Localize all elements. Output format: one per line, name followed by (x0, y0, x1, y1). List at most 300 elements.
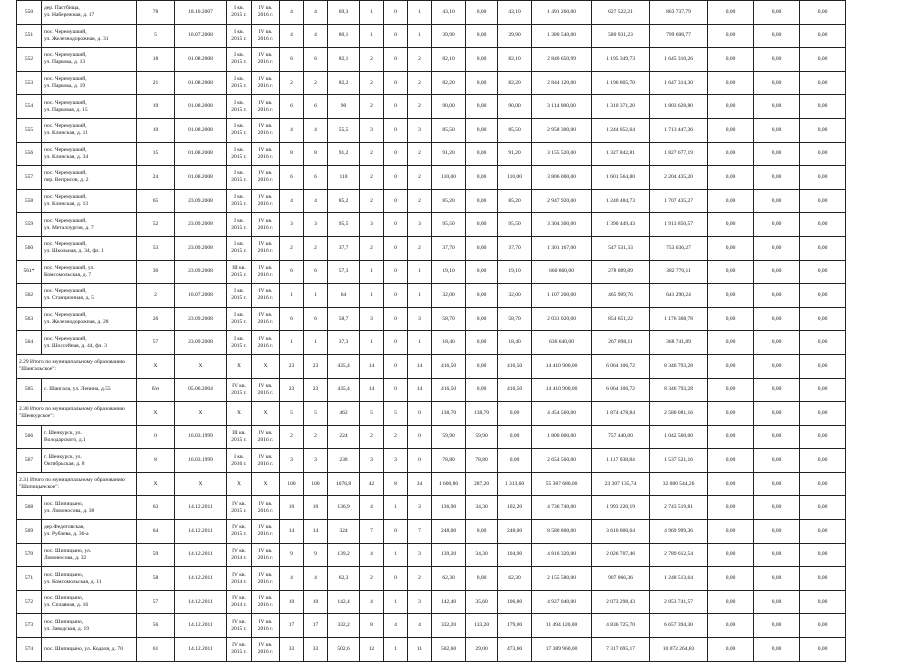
table-cell: 324 (328, 520, 360, 544)
table-cell: 4 (408, 614, 432, 638)
table-cell: 58 (137, 567, 175, 591)
table-cell: 4 (304, 1, 328, 25)
row-number: 557 (17, 166, 42, 190)
table-cell: 43,10 (432, 1, 466, 25)
table-cell: 0,00 (466, 24, 498, 48)
table-cell: 0 (384, 166, 408, 190)
table-cell: 6 (280, 307, 304, 331)
row-number: 556 (17, 142, 42, 166)
table-cell: 0,00 (800, 590, 846, 614)
table-cell: IV кв. 2015 г. (227, 496, 252, 520)
table-cell: 34,30 (466, 543, 498, 567)
table-cell: 1 913 850,57 (650, 213, 708, 237)
table-cell: 01.08.2008 (175, 166, 227, 190)
table-cell: 0 (408, 425, 432, 449)
table-cell: 2 (137, 284, 175, 308)
table-cell: 34 (408, 472, 432, 496)
table-cell: 2 026 707,46 (592, 543, 650, 567)
table-cell: 0 (384, 236, 408, 260)
table-cell: 19,10 (432, 260, 466, 284)
table-row (17, 260, 846, 284)
table-cell: 0,00 (708, 449, 754, 473)
table-cell: 7 317 695,17 (592, 638, 650, 662)
table-cell: IV кв. 2016 г. (252, 331, 280, 355)
table-cell: 14 (304, 520, 328, 544)
table-cell: 2 155 580,00 (532, 567, 592, 591)
table-cell: I кв. 2016 г. (227, 449, 252, 473)
table-cell: 1 600,80 (432, 472, 466, 496)
table-cell: III кв. 2015 г. (227, 260, 252, 284)
table-cell: 17 (280, 614, 304, 638)
table-cell: 4 (360, 543, 384, 567)
table-cell: 3 114 000,00 (532, 95, 592, 119)
table-cell: 1 244 852,64 (592, 118, 650, 142)
subtotal-label: 2.30 Итого по муниципальному образованию "Шенкурское": (17, 402, 137, 426)
row-number: 551 (17, 24, 42, 48)
table-cell: X (137, 472, 175, 496)
table-cell: 5 (360, 402, 384, 426)
table-cell: 18,40 (432, 331, 466, 355)
table-cell: 3 (360, 213, 384, 237)
table-cell: 10 (304, 496, 328, 520)
table-cell: 8 (384, 472, 408, 496)
table-cell: 0,00 (466, 118, 498, 142)
table-cell: I кв. 2015 г. (227, 48, 252, 72)
address-cell: дер.Федотовская, ул. Рублева, д. 36-а (42, 520, 137, 544)
table-cell: 3 (408, 118, 432, 142)
table-cell: 0,00 (800, 567, 846, 591)
table-cell: 0,00 (708, 402, 754, 426)
table-cell: 10 (280, 590, 304, 614)
table-cell: 332,2 (328, 614, 360, 638)
table-cell: 110,00 (432, 166, 466, 190)
table-cell: 1 (280, 331, 304, 355)
table-cell: 0,00 (800, 496, 846, 520)
table-cell: 9 (280, 543, 304, 567)
table-cell: 0,00 (800, 449, 846, 473)
table-cell: 2 (360, 567, 384, 591)
table-cell: 0,00 (708, 284, 754, 308)
table-cell: 465 909,76 (592, 284, 650, 308)
table-cell: 0,00 (708, 590, 754, 614)
table-cell: 1 827 677,19 (650, 142, 708, 166)
table-cell: 62,30 (432, 567, 466, 591)
table-cell: 35,60 (466, 590, 498, 614)
table-cell: 29,00 (466, 638, 498, 662)
table-cell: 267 898,11 (592, 331, 650, 355)
table-cell: 19,10 (498, 260, 532, 284)
table-cell: 0,00 (754, 213, 800, 237)
table-cell: IV кв. 2015 г. (227, 520, 252, 544)
subtotal-row (17, 402, 846, 426)
table-cell: 1 803 628,80 (650, 95, 708, 119)
table-cell: 1 107 200,00 (532, 284, 592, 308)
table-cell: 19 (137, 95, 175, 119)
table-cell: IV кв. 2016 г. (252, 71, 280, 95)
table-cell: IV кв. 2016 г. (252, 118, 280, 142)
table-cell: 1 (360, 331, 384, 355)
table-cell: 142,4 (328, 590, 360, 614)
table-cell: 14.12.2011 (175, 590, 227, 614)
table-cell: X (252, 354, 280, 378)
table-cell: 0,00 (754, 260, 800, 284)
table-cell: 10.07.2008 (175, 24, 227, 48)
table-cell: 0,00 (466, 284, 498, 308)
table-row (17, 142, 846, 166)
address-cell: пос. Шипицыно, ул. Комсомольская, д. 11 (42, 567, 137, 591)
table-cell: 1 (408, 24, 432, 48)
table-cell: 95,50 (432, 213, 466, 237)
table-cell: 2 958 300,00 (532, 118, 592, 142)
table-cell: 37,7 (328, 236, 360, 260)
table-cell: 102,20 (498, 496, 532, 520)
table-cell: 14.12.2011 (175, 614, 227, 638)
table-cell: 3 610 800,64 (592, 520, 650, 544)
table-cell: X (175, 472, 227, 496)
table-cell: X (227, 472, 252, 496)
table-cell: 1 (360, 260, 384, 284)
table-cell: 2 (408, 189, 432, 213)
table-cell: 2 844 120,00 (532, 71, 592, 95)
table-cell: 1 240 484,73 (592, 189, 650, 213)
table-cell: 14 410 900,00 (532, 378, 592, 402)
table-cell: IV кв. 2016 г. (252, 425, 280, 449)
table-cell: 91,2 (328, 142, 360, 166)
table-cell: IV кв. 2016 г. (252, 520, 280, 544)
address-cell: пос. Шипицыно, ул. Кодаля, д. 70 (42, 638, 137, 662)
table-cell: 52 (137, 213, 175, 237)
table-cell: 1 196 805,70 (592, 71, 650, 95)
table-cell: IV кв. 2014 г. (227, 567, 252, 591)
table-cell: 32,00 (498, 284, 532, 308)
table-cell: IV кв. 2016 г. (252, 1, 280, 25)
table-cell: 1 (384, 543, 408, 567)
table-cell: 3 (384, 449, 408, 473)
table-cell: 0,00 (800, 425, 846, 449)
table-cell: 0,00 (708, 331, 754, 355)
table-cell: 78 (137, 1, 175, 25)
table-row (17, 496, 846, 520)
table-cell: 104,90 (498, 543, 532, 567)
table-cell: 58,7 (328, 307, 360, 331)
table-cell: 6 (280, 95, 304, 119)
table-cell: 0,00 (800, 378, 846, 402)
table-cell: 2 (384, 425, 408, 449)
table-cell: 2 947 920,00 (532, 189, 592, 213)
table-cell: 0 (384, 520, 408, 544)
table-cell: 12 (360, 638, 384, 662)
table-cell: IV кв. 2016 г. (252, 307, 280, 331)
table-cell: 85,20 (432, 189, 466, 213)
table-cell: 0,00 (466, 567, 498, 591)
table-cell: 238 (328, 449, 360, 473)
table-cell: 368 741,89 (650, 331, 708, 355)
table-cell: 4 736 740,00 (532, 496, 592, 520)
table-cell: 224 (328, 425, 360, 449)
table-cell: 0,00 (754, 236, 800, 260)
table-cell: 753 636,27 (650, 236, 708, 260)
table-cell: 78,80 (466, 449, 498, 473)
address-cell: пос. Черемушкий, ул. Шоссейная, д. 44, фл. 3 (42, 331, 137, 355)
table-cell: 0,00 (754, 472, 800, 496)
table-cell: 641 290,24 (650, 284, 708, 308)
table-cell: 0,00 (466, 354, 498, 378)
table-cell: IV кв. 2015 г. (227, 638, 252, 662)
address-cell: пос. Черемушкий, ул. Клинская, д. 34 (42, 142, 137, 166)
table-cell: 0,00 (708, 95, 754, 119)
table-cell: 8 (280, 142, 304, 166)
table-cell: 138,70 (466, 402, 498, 426)
table-cell: X (252, 402, 280, 426)
table-cell: 10 (280, 496, 304, 520)
address-cell: пос. Шипицыно, ул. Ломоносова, д. 32 (42, 543, 137, 567)
table-cell: 0,00 (754, 378, 800, 402)
table-cell: 1 310 371,20 (592, 95, 650, 119)
table-cell: 278 089,89 (592, 260, 650, 284)
table-cell: 21 (137, 71, 175, 95)
table-cell: 4 (304, 24, 328, 48)
table-cell: 0 (384, 189, 408, 213)
row-number: 563 (17, 307, 42, 331)
table-cell: 5 (304, 402, 328, 426)
table-cell: 64 (328, 284, 360, 308)
table-cell: 907 066,36 (592, 567, 650, 591)
table-cell: 3 (304, 449, 328, 473)
table-cell: 6 064 106,72 (592, 354, 650, 378)
table-cell: 57,3 (328, 260, 360, 284)
table-cell: 01.08.2008 (175, 71, 227, 95)
table-cell: 136,90 (432, 496, 466, 520)
table-cell: 10.07.2008 (175, 284, 227, 308)
table-cell: 82,20 (498, 71, 532, 95)
table-cell: 0,00 (466, 213, 498, 237)
table-cell: 4 (360, 590, 384, 614)
table-cell: I кв. 2015 г. (227, 118, 252, 142)
table-cell: 4 969 999,36 (650, 520, 708, 544)
table-cell: 4 (280, 118, 304, 142)
table-cell: 2 (408, 236, 432, 260)
row-number: 550 (17, 1, 42, 25)
subtotal-row (17, 472, 846, 496)
table-cell: 6 (280, 48, 304, 72)
table-cell: 138,70 (432, 402, 466, 426)
table-cell: 91,20 (498, 142, 532, 166)
table-cell: 23.09.2008 (175, 260, 227, 284)
table-cell: 1 042 560,00 (650, 425, 708, 449)
table-row (17, 284, 846, 308)
table-cell: 0,00 (708, 614, 754, 638)
table-cell: 85,50 (432, 118, 466, 142)
table-cell: 33 (304, 638, 328, 662)
table-cell: I кв. 2015 г. (227, 142, 252, 166)
table-cell: 5 (384, 402, 408, 426)
table-cell: 39,90 (432, 24, 466, 48)
table-cell: 8 346 793,28 (650, 354, 708, 378)
table-cell: 1 (280, 284, 304, 308)
row-number: 558 (17, 189, 42, 213)
table-cell: 287,20 (466, 472, 498, 496)
table-cell: 0,00 (800, 284, 846, 308)
table-cell: 6 (304, 95, 328, 119)
row-number: 566 (17, 425, 42, 449)
table-cell: 0,00 (466, 95, 498, 119)
table-cell: 11 (408, 638, 432, 662)
table-cell: 0,00 (708, 425, 754, 449)
table-cell: 01.08.2008 (175, 118, 227, 142)
table-cell: 0,00 (498, 425, 532, 449)
table-cell: 5 (280, 402, 304, 426)
table-cell: 0 (384, 331, 408, 355)
table-cell: 2 853 741,57 (650, 590, 708, 614)
table-cell: 6 064 106,72 (592, 378, 650, 402)
table-cell: 332,20 (432, 614, 466, 638)
table-cell: 91,20 (432, 142, 466, 166)
table-cell: 100 (280, 472, 304, 496)
table-row (17, 638, 846, 662)
table-cell: 23.09.2008 (175, 331, 227, 355)
table-row (17, 95, 846, 119)
table-cell: 0,00 (708, 472, 754, 496)
table-cell: 0,00 (754, 638, 800, 662)
table-cell: X (175, 402, 227, 426)
table-cell: 14.12.2011 (175, 520, 227, 544)
table-cell: 2 (408, 166, 432, 190)
table-cell: 0,00 (708, 189, 754, 213)
table-cell: 1 993 220,19 (592, 496, 650, 520)
row-number: 573 (17, 614, 42, 638)
table-cell: 57 (137, 590, 175, 614)
address-cell: г. Шенкурск, ул. Октябрьская, д. 8 (42, 449, 137, 473)
table-cell: 69,3 (328, 1, 360, 25)
table-cell: 1 537 521,16 (650, 449, 708, 473)
table-cell: 43,10 (498, 1, 532, 25)
table-cell: 1 601 564,80 (592, 166, 650, 190)
table-cell: 2 (304, 236, 328, 260)
row-number: 571 (17, 567, 42, 591)
table-cell: 8 (360, 614, 384, 638)
table-cell: 0,00 (800, 520, 846, 544)
table-row (17, 118, 846, 142)
table-cell: 0,00 (800, 1, 846, 25)
table-cell: 757 440,00 (592, 425, 650, 449)
table-row (17, 543, 846, 567)
table-cell: IV кв. 2016 г. (252, 543, 280, 567)
address-cell: пос. Черемушкий, ул. Металлургов, д. 7 (42, 213, 137, 237)
table-cell: 3 155 520,00 (532, 142, 592, 166)
table-cell: 2 (280, 425, 304, 449)
table-cell: 473,60 (498, 638, 532, 662)
table-cell: 01.08.2008 (175, 48, 227, 72)
table-cell: 0,00 (754, 307, 800, 331)
table-cell: 0,00 (800, 472, 846, 496)
table-cell: 2 (408, 48, 432, 72)
table-cell: 1 (408, 1, 432, 25)
table-cell: IV кв. 2016 г. (252, 496, 280, 520)
table-cell: IV кв. 2016 г. (252, 284, 280, 308)
table-cell: 0,00 (800, 331, 846, 355)
table-cell: IV кв. 2016 г. (252, 166, 280, 190)
table-cell: 80,1 (328, 24, 360, 48)
table-cell: 33 (280, 638, 304, 662)
table-cell: 2 (360, 142, 384, 166)
table-cell: 0,00 (708, 24, 754, 48)
table-cell: 4 (280, 24, 304, 48)
address-cell: пос. Черемушкий, ул. Клинская, д. 11 (42, 118, 137, 142)
table-cell: 37,70 (432, 236, 466, 260)
address-cell: пос. Шипицыно, ул. Сплавная, д. 16 (42, 590, 137, 614)
table-cell: 18,40 (498, 331, 532, 355)
table-cell: 01.08.2008 (175, 142, 227, 166)
table-cell: I кв. 2015 г. (227, 71, 252, 95)
table-cell: 0 (384, 142, 408, 166)
table-cell: 435,4 (328, 378, 360, 402)
table-cell: 7 (408, 520, 432, 544)
table-row (17, 236, 846, 260)
table-cell: 95,50 (498, 213, 532, 237)
table-cell: 0,00 (466, 142, 498, 166)
table-cell: 0,00 (708, 260, 754, 284)
table-cell: 1 327 842,81 (592, 142, 650, 166)
row-number: 567 (17, 449, 42, 473)
row-number: 569 (17, 520, 42, 544)
table-cell: 1 645 310,26 (650, 48, 708, 72)
table-cell: 416,50 (432, 354, 466, 378)
table-cell: 90,00 (498, 95, 532, 119)
table-row (17, 307, 846, 331)
row-number: 559 (17, 213, 42, 237)
table-cell: 2 073 298,43 (592, 590, 650, 614)
table-cell: 0,00 (800, 638, 846, 662)
table-cell: IV кв. 2016 г. (252, 260, 280, 284)
table-cell: IV кв. 2016 г. (252, 614, 280, 638)
table-cell: 0,00 (754, 402, 800, 426)
table-cell: 0,00 (708, 142, 754, 166)
table-cell: 0,00 (754, 567, 800, 591)
table-cell: 64 (137, 520, 175, 544)
table-cell: 58,70 (498, 307, 532, 331)
table-cell: 0,00 (498, 402, 532, 426)
table-cell: 0,00 (466, 71, 498, 95)
table-cell: 2 031 020,00 (532, 307, 592, 331)
table-cell: 4 (360, 496, 384, 520)
table-cell: 0,00 (754, 95, 800, 119)
table-cell: 2 580 081,16 (650, 402, 708, 426)
table-cell: 2 (408, 71, 432, 95)
table-cell: 4 836 725,70 (592, 614, 650, 638)
table-cell: 4 (304, 567, 328, 591)
table-cell: 14 (408, 354, 432, 378)
table-row (17, 520, 846, 544)
table-cell: 1 647 314,30 (650, 71, 708, 95)
table-cell: 05.06.2004 (175, 378, 227, 402)
table-cell: 1 874 478,84 (592, 402, 650, 426)
table-cell: 2 (408, 567, 432, 591)
table-cell: 6 (304, 48, 328, 72)
table-cell: 26 (137, 307, 175, 331)
table-cell: 0,00 (498, 449, 532, 473)
address-cell: с. Шангала, ул. Ленина, д.55 (42, 378, 137, 402)
table-cell: 23.09.2008 (175, 236, 227, 260)
table-cell: 6 (304, 260, 328, 284)
table-cell: 863 737,79 (650, 1, 708, 25)
table-cell: 2 (360, 166, 384, 190)
table-cell: IV кв. 2016 г. (252, 449, 280, 473)
table-cell: 1 (384, 496, 408, 520)
table-cell: IV кв. 2016 г. (252, 590, 280, 614)
table-cell: 4 (384, 614, 408, 638)
row-number: 555 (17, 118, 42, 142)
table-cell: IV кв. 2016 г. (252, 24, 280, 48)
